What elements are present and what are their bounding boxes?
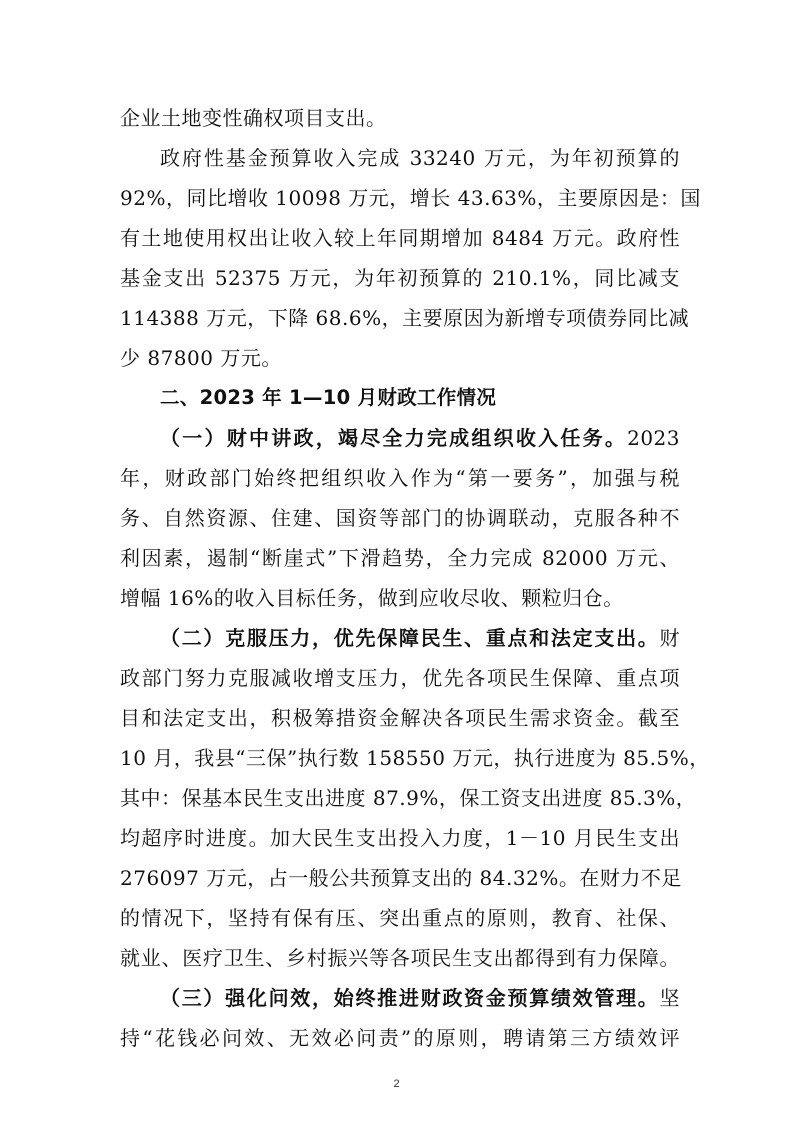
subsection-2-title: （二）克服压力，优先保障民生、重点和法定支出。 <box>160 626 660 650</box>
paragraph-line: 基金支出 52375 万元，为年初预算的 210.1%，同比减支 <box>120 266 680 290</box>
paragraph-line: 有土地使用权出让收入较上年同期增加 8484 万元。政府性 <box>120 226 680 250</box>
paragraph-line: 92%，同比增收 10098 万元，增长 43.63%，主要原因是：国 <box>120 186 701 210</box>
page-number: 2 <box>393 1078 400 1090</box>
section-heading: 二、2023 年 1—10 月财政工作情况 <box>160 386 497 409</box>
paragraph-line: 政府性基金预算收入完成 33240 万元，为年初预算的 <box>160 146 680 170</box>
subsection-1-lead: 2023 <box>627 426 680 450</box>
paragraph-line: 企业土地变性确权项目支出。 <box>120 106 387 130</box>
subsection-2-first-line <box>160 620 680 656</box>
paragraph-line: 就业、医疗卫生、乡村振兴等各项民生支出都得到有力保障。 <box>120 946 680 970</box>
paragraph-line: 持“花钱必问效、无效必问责”的原则，聘请第三方绩效评 <box>120 1026 680 1050</box>
subsection-2-lead: 财 <box>659 626 680 650</box>
paragraph-line: 其中：保基本民生支出进度 87.9%，保工资支出进度 85.3%， <box>120 786 697 810</box>
paragraph-line: 10 月，我县“三保”执行数 158550 万元，执行进度为 85.5%， <box>120 746 710 770</box>
subsection-3-title: （三）强化问效，始终推进财政资金预算绩效管理。 <box>160 986 660 1010</box>
paragraph-line: 少 87800 万元。 <box>120 346 282 370</box>
subsection-3-lead: 坚 <box>659 986 680 1010</box>
paragraph-line: 均超序时进度。加大民生支出投入力度，1－10 月民生支出 <box>120 826 680 850</box>
paragraph-line: 利因素，遏制“断崖式”下滑趋势，全力完成 82000 万元、 <box>120 546 680 570</box>
subsection-1-first-line <box>160 420 680 456</box>
subsection-1-title: （一）财中讲政，竭尽全力完成组织收入任务。 <box>160 426 628 450</box>
subsection-3-first-line <box>160 980 680 1016</box>
paragraph-line: 114388 万元，下降 68.6%，主要原因为新增专项债券同比减 <box>120 306 690 330</box>
paragraph-line: 目和法定支出，积极筹措资金解决各项民生需求资金。截至 <box>120 706 680 730</box>
paragraph-line: 年，财政部门始终把组织收入作为“第一要务”，加强与税 <box>120 466 680 490</box>
paragraph-line: 政部门努力克服减收增支压力，优先各项民生保障、重点项 <box>120 666 680 690</box>
paragraph-line: 增幅 16%的收入目标任务，做到应收尽收、颗粒归仓。 <box>120 586 624 610</box>
paragraph-line: 务、自然资源、住建、国资等部门的协调联动，克服各种不 <box>120 506 680 530</box>
paragraph-line: 的情况下，坚持有保有压、突出重点的原则，教育、社保、 <box>120 906 680 930</box>
paragraph-line: 276097 万元，占一般公共预算支出的 84.32%。在财力不足 <box>120 866 682 890</box>
